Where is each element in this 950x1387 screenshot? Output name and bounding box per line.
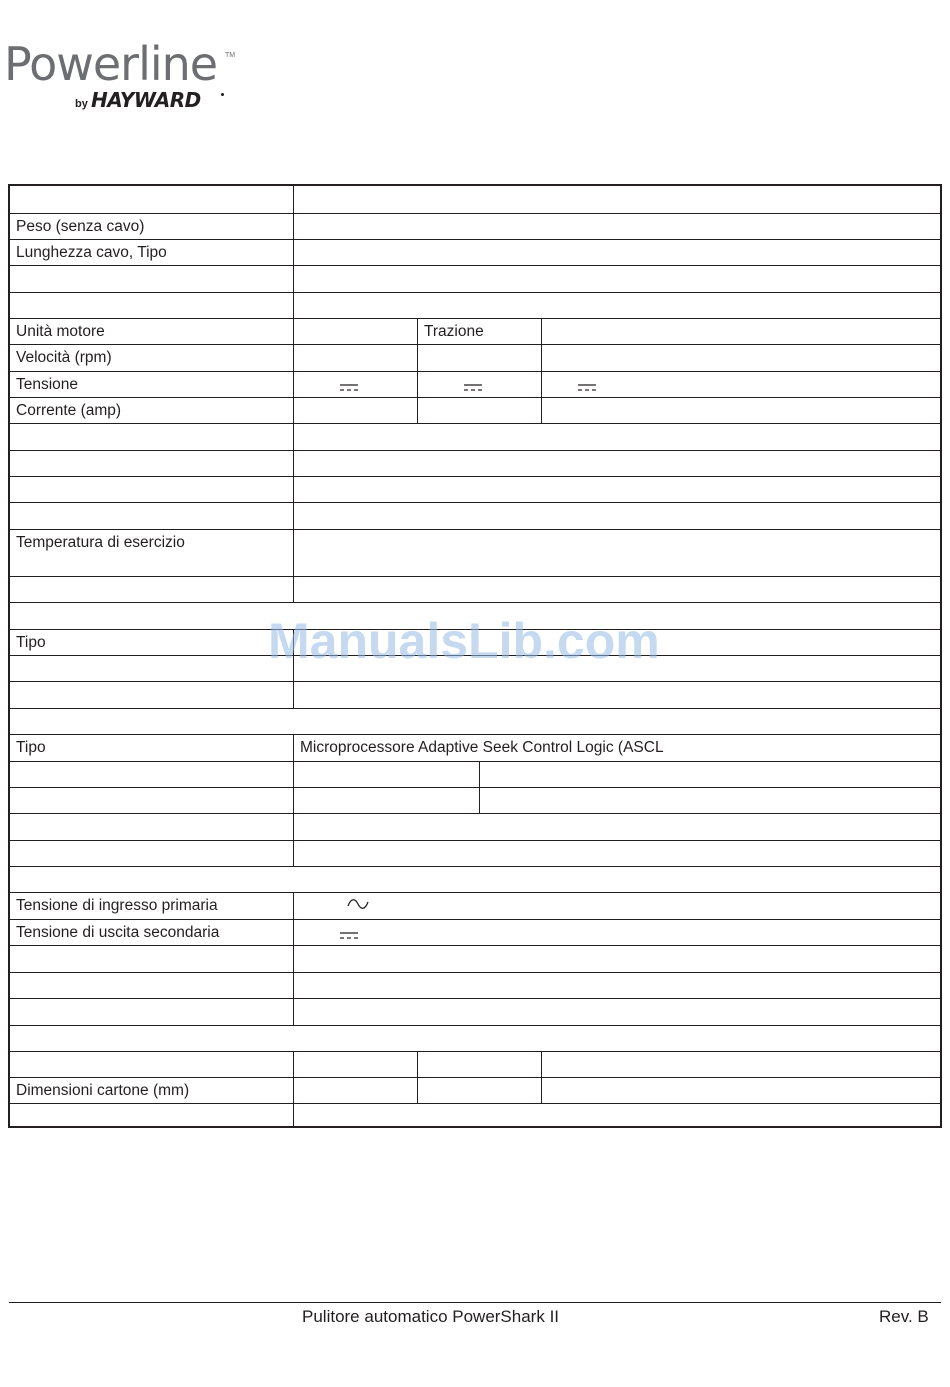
row-label	[10, 1026, 940, 1051]
row-value	[417, 345, 541, 371]
row-value	[293, 214, 940, 239]
logo-by-text: by	[75, 98, 88, 110]
row-label	[10, 814, 293, 840]
row-value	[293, 973, 940, 998]
table-row	[10, 265, 940, 292]
table-row	[10, 450, 940, 476]
row-value-text: Microprocessore Adaptive Seek Control Logic (ASCL	[300, 739, 664, 756]
table-row	[10, 866, 940, 892]
row-value	[417, 1078, 541, 1103]
dc-symbol-icon	[464, 384, 482, 392]
row-value	[293, 577, 940, 602]
table-row	[10, 998, 940, 1025]
row-value	[541, 372, 940, 397]
row-label	[10, 999, 293, 1025]
row-value	[293, 999, 940, 1025]
row-value	[293, 266, 940, 292]
footer-revision: Rev. B	[879, 1307, 929, 1326]
table-row	[10, 1077, 940, 1103]
table-row	[10, 708, 940, 734]
table-row	[10, 1103, 940, 1126]
row-value	[293, 319, 417, 344]
table-row	[10, 239, 940, 265]
row-label	[10, 1052, 293, 1077]
row-value	[417, 398, 541, 423]
dc-symbol-icon	[340, 932, 358, 940]
row-label: Velocità (rpm)	[16, 349, 112, 366]
row-label	[10, 841, 293, 866]
row-value	[293, 682, 940, 708]
row-label	[10, 709, 940, 734]
row-value	[293, 477, 940, 502]
row-value	[293, 735, 940, 761]
row-value	[293, 293, 940, 318]
row-label	[10, 424, 293, 450]
table-row	[10, 787, 940, 813]
row-label: Corrente (amp)	[16, 402, 122, 419]
row-value-text: Trazione	[424, 323, 484, 340]
table-row	[10, 576, 940, 602]
row-value	[293, 451, 940, 476]
dc-symbol-icon	[340, 384, 358, 392]
row-label: Tipo	[16, 634, 46, 651]
row-value	[541, 345, 940, 371]
row-value	[293, 1052, 417, 1077]
row-value	[479, 788, 940, 813]
row-label: Tensione	[16, 376, 79, 393]
row-value	[541, 1052, 940, 1077]
footer-divider	[9, 1302, 941, 1303]
row-value	[293, 1104, 940, 1126]
table-row	[10, 972, 940, 998]
row-label	[10, 946, 293, 972]
row-value	[293, 814, 940, 840]
logo-brand: HAYWARD	[91, 88, 201, 112]
row-value	[293, 946, 940, 972]
row-label: Tensione di ingresso primaria	[16, 897, 218, 914]
row-value	[417, 1052, 541, 1077]
row-label: Temperatura di esercizio	[16, 534, 185, 551]
row-label	[10, 656, 293, 681]
row-label	[10, 973, 293, 998]
table-row	[10, 476, 940, 502]
row-value	[541, 319, 940, 344]
table-row	[10, 529, 940, 576]
table-row	[10, 292, 940, 318]
row-value	[293, 372, 417, 397]
table-row	[10, 681, 940, 708]
row-value	[293, 788, 479, 813]
row-label	[10, 503, 293, 529]
table-row	[10, 213, 940, 239]
row-label	[10, 788, 293, 813]
row-label: Lunghezza cavo, Tipo	[16, 244, 167, 261]
row-value	[293, 920, 940, 945]
powerline-hayward-logo	[4, 38, 244, 118]
row-value	[293, 762, 479, 787]
table-row	[10, 761, 940, 787]
row-label: Tensione di uscita secondaria	[16, 924, 220, 941]
dc-symbol-icon	[578, 384, 596, 392]
row-label: Dimensioni cartone (mm)	[16, 1082, 190, 1099]
row-label: Unità motore	[16, 323, 105, 340]
row-value	[293, 424, 940, 450]
row-value	[293, 1078, 417, 1103]
row-value	[541, 398, 940, 423]
row-label	[10, 451, 293, 476]
row-label	[10, 682, 293, 708]
row-label	[10, 1104, 293, 1126]
table-row	[10, 502, 940, 529]
row-label: Tipo	[16, 739, 46, 756]
table-row	[10, 371, 940, 397]
row-value	[293, 345, 417, 371]
table-row	[10, 318, 940, 344]
row-value	[479, 762, 940, 787]
row-value	[293, 186, 940, 213]
row-value	[293, 841, 940, 866]
table-row	[10, 813, 940, 840]
table-row	[10, 892, 940, 919]
row-value	[293, 240, 940, 265]
row-value	[417, 372, 541, 397]
row-label	[10, 867, 940, 892]
logo-wordmark: Powerline	[4, 37, 218, 91]
registered-mark-icon	[221, 93, 224, 96]
table-row	[10, 919, 940, 945]
row-label	[10, 266, 293, 292]
row-value	[293, 398, 417, 423]
table-row	[10, 1025, 940, 1051]
trademark-icon: TM	[225, 52, 236, 59]
row-label	[10, 293, 293, 318]
row-label	[10, 477, 293, 502]
table-row	[10, 1051, 940, 1077]
row-value	[541, 1078, 940, 1103]
table-row	[10, 423, 940, 450]
table-row	[10, 344, 940, 371]
row-label: Peso (senza cavo)	[16, 218, 145, 235]
table-row	[10, 734, 940, 761]
row-label	[10, 762, 293, 787]
row-value	[293, 530, 940, 576]
ac-symbol-icon	[347, 897, 369, 911]
row-label	[10, 186, 293, 213]
row-value	[417, 319, 541, 344]
table-row	[10, 397, 940, 423]
table-row	[10, 186, 940, 213]
row-value	[293, 893, 940, 919]
footer-title: Pulitore automatico PowerShark II	[302, 1307, 560, 1326]
row-value	[293, 503, 940, 529]
row-label	[10, 577, 293, 602]
table-row	[10, 945, 940, 972]
watermark: ManualsLib.com	[268, 613, 660, 669]
table-row	[10, 840, 940, 866]
